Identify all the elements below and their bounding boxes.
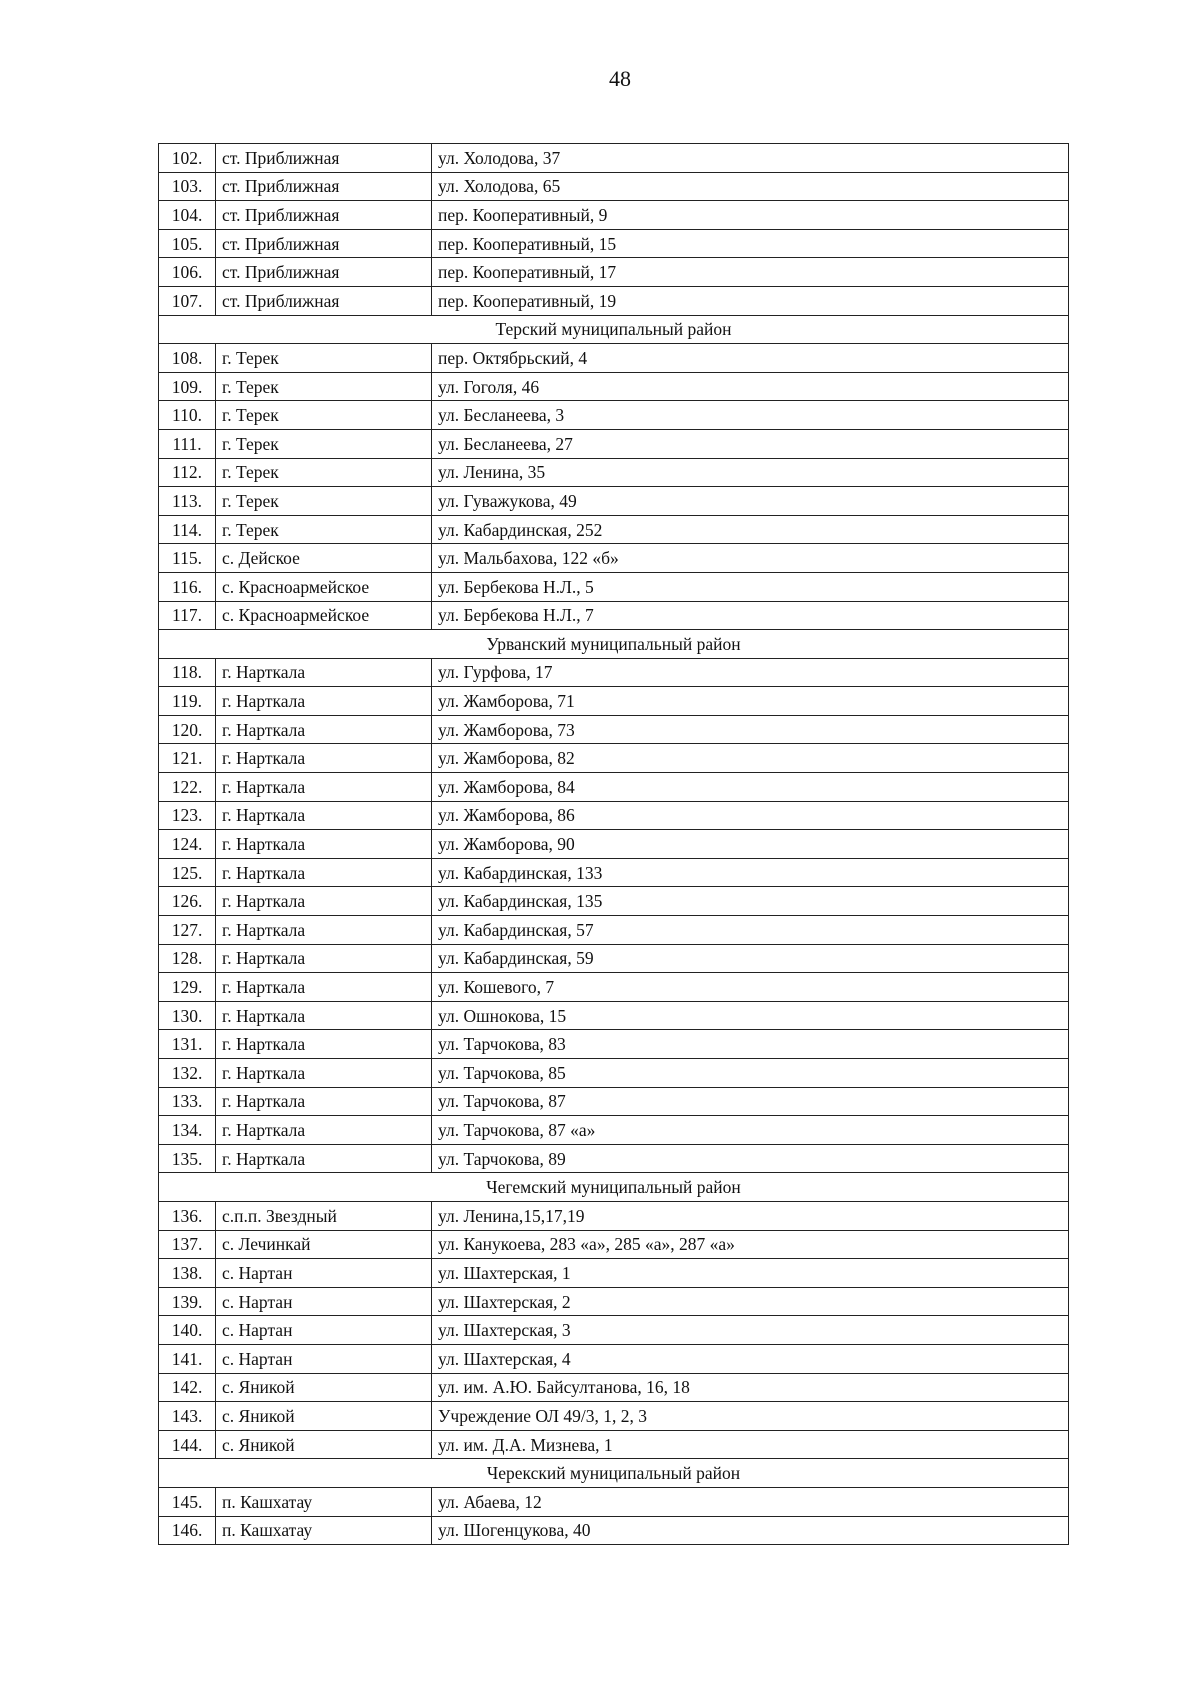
settlement-cell: с. Красноармейское bbox=[216, 572, 432, 601]
address-cell: пер. Кооперативный, 15 bbox=[432, 229, 1069, 258]
address-cell: ул. Тарчокова, 87 bbox=[432, 1087, 1069, 1116]
table-row bbox=[159, 1201, 1069, 1230]
settlement-cell: г. Нарткала bbox=[216, 1144, 432, 1173]
row-number: 135. bbox=[159, 1144, 216, 1173]
address-cell: ул. Кабардинская, 135 bbox=[432, 887, 1069, 916]
settlement-cell: г. Нарткала bbox=[216, 944, 432, 973]
table-row bbox=[159, 1116, 1069, 1145]
settlement-cell: г. Нарткала bbox=[216, 658, 432, 687]
table-row bbox=[159, 572, 1069, 601]
settlement-cell: ст. Приближная bbox=[216, 201, 432, 230]
district-header-row bbox=[159, 1459, 1069, 1488]
address-cell: ул. Жамборова, 84 bbox=[432, 773, 1069, 802]
table-row bbox=[159, 1402, 1069, 1431]
row-number: 116. bbox=[159, 572, 216, 601]
table-row bbox=[159, 1230, 1069, 1259]
table-row bbox=[159, 144, 1069, 173]
row-number: 108. bbox=[159, 344, 216, 373]
table-row bbox=[159, 830, 1069, 859]
table-row bbox=[159, 1316, 1069, 1345]
table-row bbox=[159, 944, 1069, 973]
settlement-cell: г. Нарткала bbox=[216, 1030, 432, 1059]
row-number: 145. bbox=[159, 1487, 216, 1516]
table-row bbox=[159, 201, 1069, 230]
address-cell: ул. Холодова, 65 bbox=[432, 172, 1069, 201]
district-name: Урванский муниципальный район bbox=[159, 630, 1069, 659]
address-cell: ул. Жамборова, 86 bbox=[432, 801, 1069, 830]
table-row bbox=[159, 687, 1069, 716]
row-number: 140. bbox=[159, 1316, 216, 1345]
table-row bbox=[159, 1487, 1069, 1516]
row-number: 143. bbox=[159, 1402, 216, 1431]
address-cell: пер. Кооперативный, 9 bbox=[432, 201, 1069, 230]
address-cell: ул. Гурфова, 17 bbox=[432, 658, 1069, 687]
settlement-cell: п. Кашхатау bbox=[216, 1516, 432, 1545]
table-row bbox=[159, 1287, 1069, 1316]
row-number: 109. bbox=[159, 372, 216, 401]
settlement-cell: г. Нарткала bbox=[216, 858, 432, 887]
row-number: 127. bbox=[159, 916, 216, 945]
settlement-cell: г. Нарткала bbox=[216, 916, 432, 945]
row-number: 139. bbox=[159, 1287, 216, 1316]
settlement-cell: г. Нарткала bbox=[216, 773, 432, 802]
address-cell: ул. Ленина, 35 bbox=[432, 458, 1069, 487]
settlement-cell: с. Яникой bbox=[216, 1402, 432, 1431]
table-row bbox=[159, 887, 1069, 916]
row-number: 110. bbox=[159, 401, 216, 430]
row-number: 134. bbox=[159, 1116, 216, 1145]
settlement-cell: г. Терек bbox=[216, 429, 432, 458]
settlement-cell: с. Яникой bbox=[216, 1430, 432, 1459]
table-row bbox=[159, 1144, 1069, 1173]
settlement-cell: с.п.п. Звездный bbox=[216, 1201, 432, 1230]
settlement-cell: г. Нарткала bbox=[216, 801, 432, 830]
row-number: 131. bbox=[159, 1030, 216, 1059]
address-cell: ул. Жамборова, 71 bbox=[432, 687, 1069, 716]
address-cell: ул. Мальбахова, 122 «б» bbox=[432, 544, 1069, 573]
address-cell: ул. Кабардинская, 252 bbox=[432, 515, 1069, 544]
row-number: 104. bbox=[159, 201, 216, 230]
address-cell: ул. Тарчокова, 89 bbox=[432, 1144, 1069, 1173]
address-cell: ул. Шогенцукова, 40 bbox=[432, 1516, 1069, 1545]
table-row bbox=[159, 1087, 1069, 1116]
address-cell: ул. Шахтерская, 3 bbox=[432, 1316, 1069, 1345]
settlement-cell: г. Нарткала bbox=[216, 973, 432, 1002]
settlement-cell: с. Дейское bbox=[216, 544, 432, 573]
address-cell: ул. Шахтерская, 2 bbox=[432, 1287, 1069, 1316]
address-cell: ул. Бесланеева, 3 bbox=[432, 401, 1069, 430]
settlement-cell: г. Нарткала bbox=[216, 1087, 432, 1116]
table-row bbox=[159, 1344, 1069, 1373]
table-row bbox=[159, 515, 1069, 544]
address-cell: ул. Абаева, 12 bbox=[432, 1487, 1069, 1516]
row-number: 121. bbox=[159, 744, 216, 773]
table-row bbox=[159, 916, 1069, 945]
settlement-cell: с. Лечинкай bbox=[216, 1230, 432, 1259]
address-cell: ул. Ошнокова, 15 bbox=[432, 1001, 1069, 1030]
row-number: 144. bbox=[159, 1430, 216, 1459]
row-number: 102. bbox=[159, 144, 216, 173]
settlement-cell: г. Терек bbox=[216, 344, 432, 373]
row-number: 137. bbox=[159, 1230, 216, 1259]
address-cell: ул. Тарчокова, 83 bbox=[432, 1030, 1069, 1059]
table-row bbox=[159, 973, 1069, 1002]
address-cell: ул. им. А.Ю. Байсултанова, 16, 18 bbox=[432, 1373, 1069, 1402]
table-row bbox=[159, 229, 1069, 258]
settlement-cell: с. Красноармейское bbox=[216, 601, 432, 630]
settlement-cell: г. Нарткала bbox=[216, 715, 432, 744]
address-cell: ул. Шахтерская, 4 bbox=[432, 1344, 1069, 1373]
row-number: 123. bbox=[159, 801, 216, 830]
address-cell: ул. Гоголя, 46 bbox=[432, 372, 1069, 401]
address-cell: ул. Канукоева, 283 «а», 285 «а», 287 «а» bbox=[432, 1230, 1069, 1259]
row-number: 133. bbox=[159, 1087, 216, 1116]
settlement-cell: с. Нартан bbox=[216, 1287, 432, 1316]
table-row bbox=[159, 773, 1069, 802]
table-row bbox=[159, 429, 1069, 458]
settlement-cell: с. Нартан bbox=[216, 1259, 432, 1288]
row-number: 130. bbox=[159, 1001, 216, 1030]
table-row bbox=[159, 344, 1069, 373]
district-header-row bbox=[159, 1173, 1069, 1202]
settlement-cell: ст. Приближная bbox=[216, 286, 432, 315]
address-table bbox=[158, 143, 1069, 1545]
table-row bbox=[159, 1001, 1069, 1030]
table-row bbox=[159, 1373, 1069, 1402]
settlement-cell: г. Терек bbox=[216, 401, 432, 430]
settlement-cell: с. Нартан bbox=[216, 1344, 432, 1373]
table-row bbox=[159, 372, 1069, 401]
table-row bbox=[159, 1259, 1069, 1288]
table-row bbox=[159, 1516, 1069, 1545]
address-cell: Учреждение ОЛ 49/3, 1, 2, 3 bbox=[432, 1402, 1069, 1431]
address-cell: ул. Кабардинская, 59 bbox=[432, 944, 1069, 973]
address-cell: ул. Кабардинская, 133 bbox=[432, 858, 1069, 887]
table-row bbox=[159, 1030, 1069, 1059]
table-row bbox=[159, 801, 1069, 830]
district-header-row bbox=[159, 315, 1069, 344]
table-row bbox=[159, 744, 1069, 773]
settlement-cell: п. Кашхатау bbox=[216, 1487, 432, 1516]
row-number: 119. bbox=[159, 687, 216, 716]
address-cell: ул. Шахтерская, 1 bbox=[432, 1259, 1069, 1288]
settlement-cell: ст. Приближная bbox=[216, 144, 432, 173]
table-row bbox=[159, 858, 1069, 887]
row-number: 141. bbox=[159, 1344, 216, 1373]
table-row bbox=[159, 286, 1069, 315]
table-row bbox=[159, 658, 1069, 687]
row-number: 122. bbox=[159, 773, 216, 802]
row-number: 146. bbox=[159, 1516, 216, 1545]
table-row bbox=[159, 487, 1069, 516]
settlement-cell: г. Терек bbox=[216, 487, 432, 516]
row-number: 128. bbox=[159, 944, 216, 973]
page-number: 48 bbox=[609, 66, 631, 91]
address-cell: ул. Холодова, 37 bbox=[432, 144, 1069, 173]
address-cell: ул. Жамборова, 82 bbox=[432, 744, 1069, 773]
address-cell: ул. Ленина,15,17,19 bbox=[432, 1201, 1069, 1230]
settlement-cell: с. Яникой bbox=[216, 1373, 432, 1402]
row-number: 114. bbox=[159, 515, 216, 544]
row-number: 125. bbox=[159, 858, 216, 887]
settlement-cell: ст. Приближная bbox=[216, 229, 432, 258]
table-row bbox=[159, 172, 1069, 201]
settlement-cell: г. Нарткала bbox=[216, 1059, 432, 1088]
row-number: 117. bbox=[159, 601, 216, 630]
row-number: 107. bbox=[159, 286, 216, 315]
settlement-cell: г. Нарткала bbox=[216, 687, 432, 716]
settlement-cell: г. Нарткала bbox=[216, 1001, 432, 1030]
row-number: 103. bbox=[159, 172, 216, 201]
address-cell: ул. им. Д.А. Мизнева, 1 bbox=[432, 1430, 1069, 1459]
row-number: 124. bbox=[159, 830, 216, 859]
address-cell: ул. Бербекова Н.Л., 7 bbox=[432, 601, 1069, 630]
address-cell: ул. Бесланеева, 27 bbox=[432, 429, 1069, 458]
table-row bbox=[159, 458, 1069, 487]
settlement-cell: ст. Приближная bbox=[216, 172, 432, 201]
settlement-cell: ст. Приближная bbox=[216, 258, 432, 287]
settlement-cell: г. Терек bbox=[216, 515, 432, 544]
settlement-cell: г. Терек bbox=[216, 372, 432, 401]
address-cell: ул. Жамборова, 90 bbox=[432, 830, 1069, 859]
row-number: 132. bbox=[159, 1059, 216, 1088]
settlement-cell: с. Нартан bbox=[216, 1316, 432, 1345]
row-number: 105. bbox=[159, 229, 216, 258]
row-number: 136. bbox=[159, 1201, 216, 1230]
row-number: 112. bbox=[159, 458, 216, 487]
row-number: 126. bbox=[159, 887, 216, 916]
row-number: 118. bbox=[159, 658, 216, 687]
settlement-cell: г. Нарткала bbox=[216, 744, 432, 773]
district-name: Черекский муниципальный район bbox=[159, 1459, 1069, 1488]
table-row bbox=[159, 1059, 1069, 1088]
address-cell: ул. Тарчокова, 85 bbox=[432, 1059, 1069, 1088]
address-cell: ул. Тарчокова, 87 «а» bbox=[432, 1116, 1069, 1145]
address-cell: пер. Кооперативный, 19 bbox=[432, 286, 1069, 315]
table-row bbox=[159, 544, 1069, 573]
address-cell: пер. Октябрьский, 4 bbox=[432, 344, 1069, 373]
row-number: 115. bbox=[159, 544, 216, 573]
row-number: 120. bbox=[159, 715, 216, 744]
row-number: 106. bbox=[159, 258, 216, 287]
settlement-cell: г. Нарткала bbox=[216, 887, 432, 916]
row-number: 111. bbox=[159, 429, 216, 458]
district-name: Терский муниципальный район bbox=[159, 315, 1069, 344]
address-cell: ул. Бербекова Н.Л., 5 bbox=[432, 572, 1069, 601]
address-cell: пер. Кооперативный, 17 bbox=[432, 258, 1069, 287]
table-row bbox=[159, 258, 1069, 287]
table-row bbox=[159, 401, 1069, 430]
row-number: 142. bbox=[159, 1373, 216, 1402]
settlement-cell: г. Нарткала bbox=[216, 1116, 432, 1145]
address-cell: ул. Жамборова, 73 bbox=[432, 715, 1069, 744]
settlement-cell: г. Терек bbox=[216, 458, 432, 487]
table-row bbox=[159, 715, 1069, 744]
address-table-body bbox=[159, 144, 1069, 1545]
row-number: 138. bbox=[159, 1259, 216, 1288]
table-row bbox=[159, 1430, 1069, 1459]
address-cell: ул. Кабардинская, 57 bbox=[432, 916, 1069, 945]
address-cell: ул. Гуважукова, 49 bbox=[432, 487, 1069, 516]
district-name: Чегемский муниципальный район bbox=[159, 1173, 1069, 1202]
settlement-cell: г. Нарткала bbox=[216, 830, 432, 859]
row-number: 113. bbox=[159, 487, 216, 516]
district-header-row bbox=[159, 630, 1069, 659]
row-number: 129. bbox=[159, 973, 216, 1002]
address-cell: ул. Кошевого, 7 bbox=[432, 973, 1069, 1002]
table-row bbox=[159, 601, 1069, 630]
